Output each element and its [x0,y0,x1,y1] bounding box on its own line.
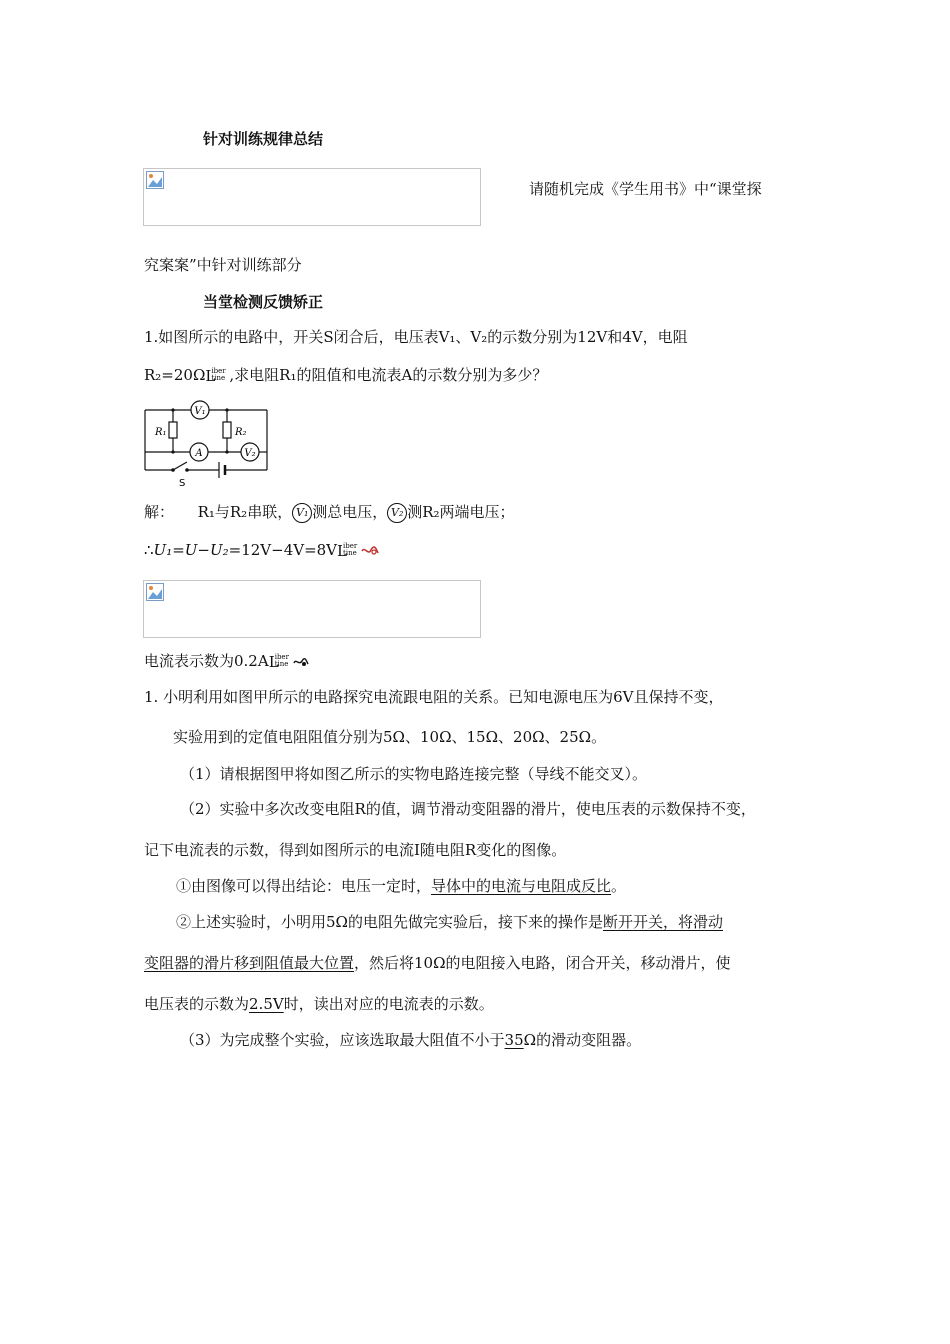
conclusion-1-prefix: ①由图像可以得出结论：电压一定时， [176,877,432,895]
meter-v2-label: V₂ [244,448,256,459]
question-1-line-1: 1.如图所示的电路中，开关S闭合后，电压表V₁、V₂的示数分别为12V和4V，电阻 [144,328,688,346]
conclusion-2-line-3-prefix: 电压表的示数为 [144,995,250,1013]
question-2-part-2-a: （2）实验中多次改变电阻R的值，调节滑动变阻器的滑片，使电压表的示数保持不变， [180,800,756,818]
circuit-diagram [141,398,271,490]
section-heading-test: 当堂检测反馈矫正 [203,293,324,311]
conclusion-2-line-3-suffix: 时，读出对应的电流表的示数。 [283,995,494,1013]
conclusion-1-answer: 导体中的电流与电阻成反比 [431,877,612,895]
conclusion-1 [176,876,626,896]
image-placeholder-2 [143,580,481,638]
question-1-line-2-prefix: R₂=20Ω [144,366,206,384]
question-2-line-2: 实验用到的定值电阻阻值分别为5Ω、10Ω、15Ω、20Ω、25Ω。 [173,728,607,746]
question-1-line-2-suffix: ,求电阻R₁的阻值和电流表A的示数分别为多少？ [229,366,548,384]
scribble-icon [361,545,379,557]
conclusion-2-mid: ，然后将10Ω的电阻接入电路，闭合开关，移动滑片，使 [354,954,731,972]
conclusion-2-answer-b: 变阻器的滑片移到阻值最大位置 [144,954,355,972]
meter-a-label: A [195,448,203,459]
solution-line [144,502,515,523]
instruction-text: 请随机完成《学生用书》中“课堂探 [529,180,762,198]
question-2-part-1: （1）请根据图甲将如图乙所示的实物电路连接完整（导线不能交叉）。 [180,765,648,783]
formula-expression: U₁=U−U₂ [153,541,229,559]
conclusion-2-answer-a: 断开开关，将滑动 [602,913,723,931]
conclusion-2-prefix: ②上述实验时，小明用5Ω的电阻先做完实验后，接下来的操作是 [176,913,603,931]
question-1-line-2 [144,365,547,386]
resistor-r1-label: R₁ [155,427,167,438]
section-heading-practice: 针对训练规律总结 [203,130,324,148]
instruction-text-cont: 究案案”中针对训练部分 [144,256,302,274]
resistor-r2-label: R₂ [235,427,247,438]
question-2-part-2-b: 记下电流表的示数，得到如图所示的电流I随电阻R变化的图像。 [144,841,567,859]
conclusion-2-line-2 [144,953,731,973]
conclusion-2-line-1 [176,912,723,932]
switch-blade [173,462,187,470]
switch-label: S [179,478,186,489]
resistor-r2 [223,422,231,438]
solution-r2-voltage: 测R₂两端电压； [407,503,515,521]
stamp-mark: L iber tine [268,653,289,671]
current-result-text: 电流表示数为0.2A [144,652,269,670]
conclusion-2-line-3 [144,994,494,1014]
question-2-line-1: 1. 小明利用如图甲所示的电路探究电流跟电阻的关系。已知电源电压为6V且保持不变， [144,688,724,706]
broken-image-icon [146,583,164,601]
resistor-r1 [169,422,177,438]
part-3-suffix: Ω的滑动变阻器。 [523,1031,642,1049]
part-3-answer: 35 [504,1031,524,1049]
solution-prefix: 解： [144,503,175,521]
broken-image-icon [146,171,164,189]
voltmeter-v1-icon: V₁ [292,503,312,523]
part-3-prefix: （3）为完成整个实验，应该选取最大阻值不小于 [180,1031,505,1049]
formula-result: =12V−4V=8V [228,541,338,559]
therefore-symbol: ∴ [144,541,154,559]
solution-series: R₁与R₂串联， [197,503,293,521]
current-result-line [144,651,309,672]
solution-total-voltage: 测总电压， [312,503,388,521]
meter-v1-label: V₁ [194,406,206,417]
stamp-mark: L iber tine [205,367,226,385]
question-2-part-3 [180,1030,641,1050]
voltmeter-v2-icon: V₂ [387,503,407,523]
conclusion-2-answer-c: 2.5V [249,995,284,1013]
scribble-icon [293,656,309,668]
image-placeholder-1 [143,168,481,226]
stamp-mark: L iber tine [337,542,358,560]
conclusion-1-suffix: 。 [611,877,627,895]
formula-line [144,540,379,561]
